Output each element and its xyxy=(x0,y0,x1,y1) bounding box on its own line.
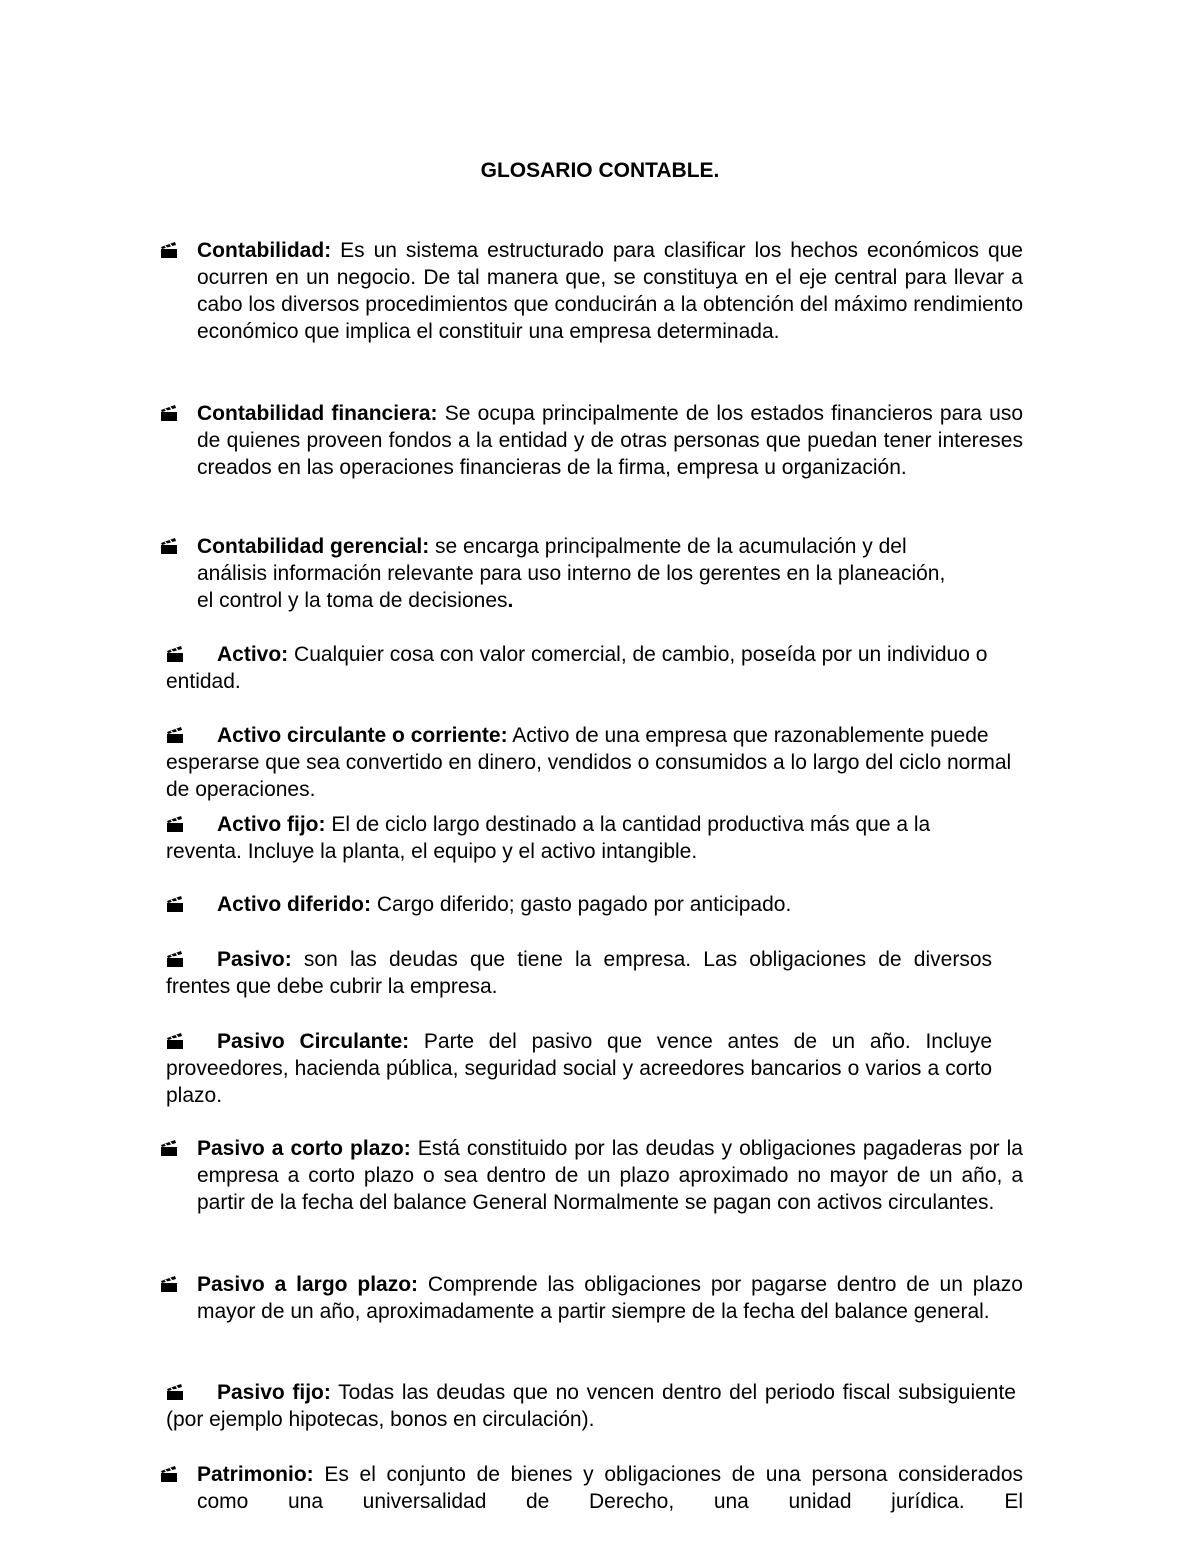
clapperboard-bullet-icon xyxy=(166,816,184,832)
term: Activo diferido: xyxy=(217,893,372,916)
definition: Parte del pasivo que vence antes de un año. Incluye proveedores, hacienda pública, seguridad social y acreedores bancarios o varios a corto plazo. xyxy=(166,1030,992,1107)
definition: Comprende las obligaciones por pagarse dentro de un plazo mayor de un año, aproximadamente a partir siempre de la fecha del balance general. xyxy=(197,1273,1023,1323)
definition: Todas las deudas que no vencen dentro del periodo fiscal subsiguiente (por ejemplo hipotecas, bonos en circulación). xyxy=(166,1381,1016,1431)
definition: El de ciclo largo destinado a la cantidad productiva más que a la reventa. Incluye la planta, el equipo y el activo intangible. xyxy=(166,813,931,863)
term: Patrimonio: xyxy=(197,1463,314,1486)
document-title: GLOSARIO CONTABLE. xyxy=(480,159,720,182)
definition: se encarga principalmente de la acumulación y del análisis información relevante para uso interno de los gerentes en la planeación, el control y la toma de decisiones xyxy=(197,535,946,612)
clapperboard-bullet-icon xyxy=(160,1140,178,1156)
definition: Está constituido por las deudas y obligaciones pagaderas por la empresa a corto plazo o sea dentro de un plazo aproximado no mayor de un año, a partir de la fecha del balance General Normalmente se pagan con activos circulantes. xyxy=(197,1137,1023,1214)
clapperboard-bullet-icon xyxy=(166,727,184,743)
clapperboard-bullet-icon xyxy=(160,1466,178,1482)
glossary-entry-pasivo xyxy=(166,946,992,1000)
definition-end: . xyxy=(507,589,514,612)
definition: Activo de una empresa que razonablemente puede esperarse que sea convertido en dinero, vendidos o consumidos a lo largo del ciclo normal de operaciones. xyxy=(166,724,1012,801)
definition: Se ocupa principalmente de los estados financieros para uso de quienes proveen fondos a la entidad y de otras personas que puedan tener intereses creados en las operaciones financieras de la firma, empresa u organización. xyxy=(197,402,1023,479)
term: Activo fijo: xyxy=(217,813,326,836)
definition: Cualquier cosa con valor comercial, de cambio, poseída por un individuo o entidad. xyxy=(166,643,988,693)
term: Activo circulante o corriente: xyxy=(217,724,508,747)
glossary-entry-activo-circulante xyxy=(166,722,1022,803)
term: Pasivo a corto plazo: xyxy=(197,1137,411,1160)
term: Pasivo Circulante: xyxy=(217,1030,410,1053)
glossary-entry-contabilidad-gerencial xyxy=(197,533,967,614)
glossary-entry-pasivo-largo-plazo xyxy=(197,1271,1023,1325)
term: Contabilidad financiera: xyxy=(197,402,438,425)
clapperboard-bullet-icon xyxy=(160,538,178,554)
term: Pasivo: xyxy=(217,948,292,971)
clapperboard-bullet-icon xyxy=(166,646,184,662)
glossary-entry-activo xyxy=(166,641,992,695)
term: Pasivo fijo: xyxy=(217,1381,331,1404)
clapperboard-bullet-icon xyxy=(166,896,184,912)
term: Contabilidad: xyxy=(197,239,332,262)
glossary-entry-pasivo-fijo xyxy=(166,1379,1016,1433)
definition: Es el conjunto de bienes y obligaciones de una persona considerados como una universalidad de Derecho, una unidad jurídica. El xyxy=(197,1463,1023,1513)
glossary-entry-activo-fijo xyxy=(166,811,992,865)
definition: Cargo diferido; gasto pagado por anticipado. xyxy=(371,893,792,916)
glossary-entry-contabilidad-financiera xyxy=(197,400,1023,481)
clapperboard-bullet-icon xyxy=(166,951,184,967)
glossary-entry-contabilidad xyxy=(197,237,1023,345)
glossary-entry-activo-diferido xyxy=(166,891,992,918)
clapperboard-bullet-icon xyxy=(160,405,178,421)
clapperboard-bullet-icon xyxy=(166,1033,184,1049)
glossary-entry-patrimonio xyxy=(197,1461,1023,1515)
clapperboard-bullet-icon xyxy=(166,1384,184,1400)
term: Activo: xyxy=(217,643,289,666)
glossary-entry-pasivo-corto-plazo xyxy=(197,1135,1023,1216)
clapperboard-bullet-icon xyxy=(160,1276,178,1292)
glossary-entry-pasivo-circulante xyxy=(166,1028,992,1109)
definition: Es un sistema estructurado para clasificar los hechos económicos que ocurren en un negocio. De tal manera que, se constituya en el eje central para llevar a cabo los diversos procedimientos que conducirán a la obtención del máximo rendimiento económico que implica el constituir una empresa determinada. xyxy=(197,239,1023,343)
clapperboard-bullet-icon xyxy=(160,242,178,258)
term: Contabilidad gerencial: xyxy=(197,535,430,558)
term: Pasivo a largo plazo: xyxy=(197,1273,419,1296)
definition: son las deudas que tiene la empresa. Las obligaciones de diversos frentes que debe cubrir la empresa. xyxy=(166,948,992,998)
